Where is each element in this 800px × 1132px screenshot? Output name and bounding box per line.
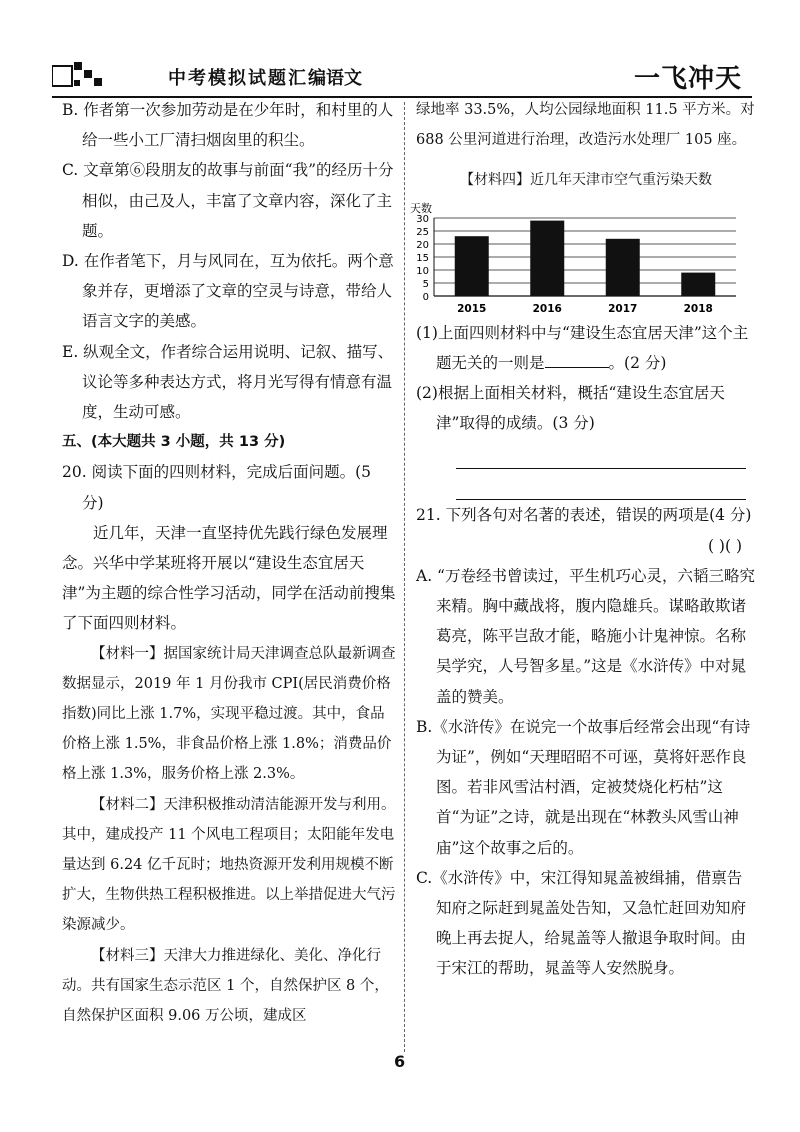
chart-title: 【材料四】近几年天津市空气重污染天数: [460, 172, 712, 189]
intro-paragraph: 近几年，天津一直坚持优先践行绿色发展理念。兴华中学某班将开展以“建设生态宜居天津”为主题的综合性学习活动，同学在活动前搜集了下面四则材料。: [62, 523, 396, 633]
question-20: 20. 阅读下面的四则材料，完成后面问题。(5 分): [62, 463, 371, 512]
x-tick-label: 2018: [683, 302, 713, 315]
option-c-21: C.《水浒传》中，宋江得知晁盖被缉捕，借禀告知府之际赶到晁盖处告知，又急忙赶回劝知府晚上再去捉人，给晁盖等人撤退争取时间。由于宋江的帮助，晁盖等人安然脱身。: [416, 868, 747, 978]
answer-line-2[interactable]: [456, 469, 746, 500]
y-tick-label: 30: [416, 213, 429, 225]
x-tick-label: 2016: [532, 302, 562, 315]
answer-blank[interactable]: [545, 351, 609, 368]
y-tick-label: 10: [416, 265, 429, 277]
material-3-continued: 绿地率 33.5%，人均公园绿地面积 11.5 平方米。对 688 公里河道进行治理，改造污水处理厂 105 座。: [416, 102, 755, 149]
question-20-1: [416, 318, 756, 378]
option-c: C. 文章第⑥段朋友的故事与前面“我”的经历十分相似，由己及人，丰富了文章内容，深化了主题。: [62, 161, 394, 240]
question-21: 21. 下列各句对名著的表述，错误的两项是(4 分): [416, 506, 752, 525]
y-tick-label: 15: [416, 252, 429, 264]
y-tick-label: 0: [422, 291, 429, 303]
material-1: 【材料一】据国家统计局天津调查总队最新调查数据显示，2019 年 1 月份我市 CPI(居民消费价格指数)同比上涨 1.7%，实现平稳过渡。其中，食品价格上涨 1.5%，非食品价格上涨 1.8%；消费品价格上涨 1.3%，服务价格上涨 2.3%。: [62, 645, 396, 783]
series-title: 中考模拟试题汇编: [168, 68, 328, 89]
section-heading: 五、(本大题共 3 小题，共 13 分): [62, 434, 286, 451]
option-b: B. 作者第一次参加劳动是在少年时，和村里的人给一些小工厂清扫烟囱里的积尘。: [62, 101, 394, 150]
x-tick-label: 2017: [608, 302, 638, 315]
y-tick-label: 25: [416, 226, 429, 238]
left-column: [62, 95, 396, 1031]
right-column: [410, 95, 756, 984]
option-d: D. 在作者笔下，月与风同在，互为依托。两个意象并存，更增添了文章的空灵与诗意，带给人语言文字的美感。: [62, 252, 394, 331]
question-20-2: (2)根据上面相关材料，概括“建设生态宜居天津”取得的成绩。(3 分): [416, 384, 725, 433]
option-b-21: B.《水浒传》在说完一个故事后经常会出现“有诗为证”，例如“天理昭昭不可诬，莫将奸恶作良图。若非风雪沽村酒，定被焚烧化朽枯”这首“为证”之诗，就是出现在“林教头风雪山神庙”这个故事之后的。: [416, 717, 751, 857]
y-tick-label: 5: [422, 278, 429, 290]
material-3: 【材料三】天津大力推进绿化、美化、净化行动。共有国家生态示范区 1 个，自然保护区 8 个，自然保护区面积 9.06 万公顷，建成区: [62, 947, 389, 1025]
question-20-1-score: 。(2 分): [608, 353, 667, 372]
answer-line-1[interactable]: [456, 438, 746, 469]
y-axis-label: 天数: [410, 201, 432, 215]
subject-title: 语文: [326, 68, 362, 89]
y-tick-label: 20: [416, 239, 429, 251]
header-decoration-icon: [52, 60, 110, 92]
bar-2015: [455, 236, 489, 296]
bar-2018: [681, 272, 715, 295]
question-20-1-text: (1)上面四则材料中与“建设生态宜居天津”这个主题无关的一则是: [416, 323, 749, 372]
page-header: [52, 58, 752, 94]
bar-2016: [530, 220, 564, 295]
x-tick-label: 2015: [457, 302, 487, 315]
page-number: 6: [394, 1052, 406, 1071]
material-2: 【材料二】天津积极推动清洁能源开发与利用。其中，建成投产 11 个风电工程项目；太阳能年发电量达到 6.24 亿千瓦时；地热资源开发利用规模不断扩大，生物供热工程积极推进。以上举措促进大气污染源减少。: [62, 796, 396, 934]
answer-parentheses[interactable]: ( )( ): [707, 536, 742, 555]
bar-2017: [606, 238, 640, 295]
brand-logo: 一飞冲天: [633, 64, 742, 94]
option-a-21: A. “万卷经书曾读过，平生机巧心灵，六韬三略究来精。胸中藏战将，腹内隐雄兵。谋略敢欺诸葛亮，陈平岂敌才能，略施小计鬼神惊。名称吴学究，人号智多星。”这是《水浒传》中对晁盖的赞美。: [416, 566, 755, 706]
option-e: E. 纵观全文，作者综合运用说明、记叙、描写、议论等多种表达方式，将月光写得有情意有温度，生动可感。: [62, 342, 394, 422]
pollution-bar-chart: [404, 200, 744, 318]
